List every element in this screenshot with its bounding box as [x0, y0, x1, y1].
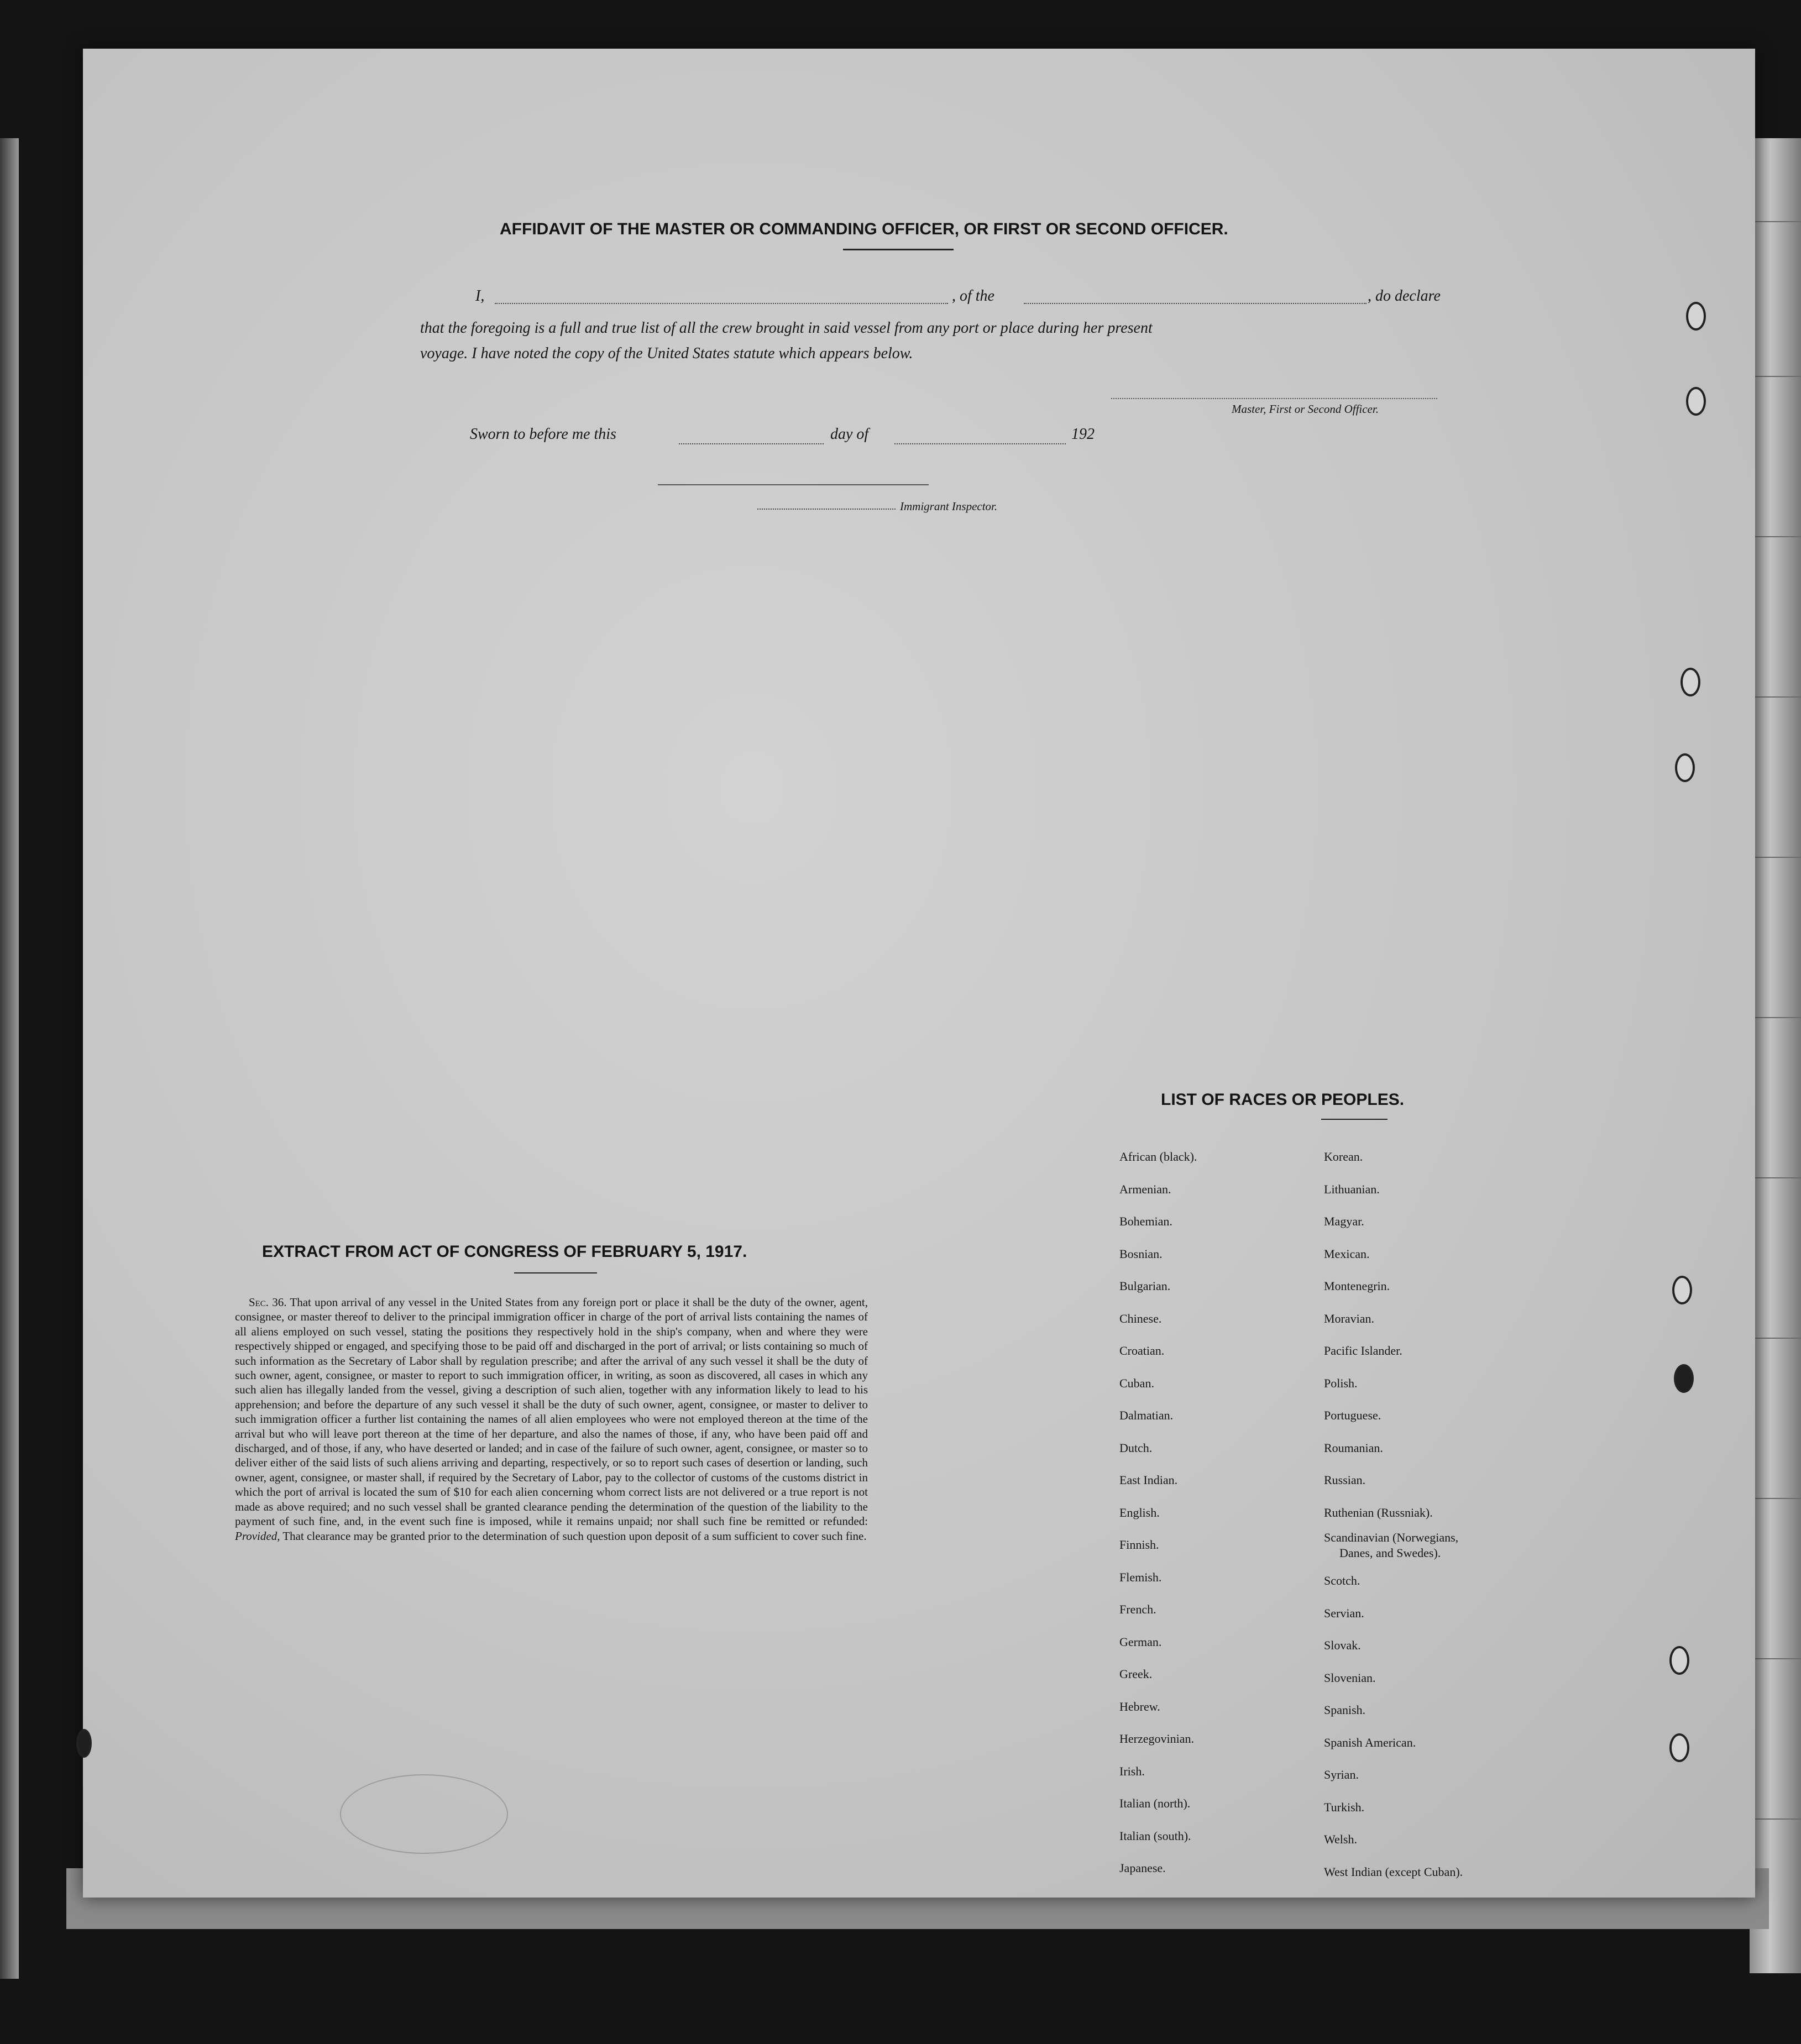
- declaration-of-the: , of the: [952, 287, 994, 305]
- race-item: West Indian (except Cuban).: [1324, 1864, 1463, 1879]
- extract-title-rule: [514, 1272, 597, 1273]
- extract-body: [235, 1295, 868, 1543]
- race-item: Bohemian.: [1119, 1214, 1172, 1228]
- race-item: Polish.: [1324, 1376, 1358, 1390]
- affidavit-title: AFFIDAVIT OF THE MASTER OR COMMANDING OFFICER, OR FIRST OR SECOND OFFICER.: [500, 220, 1228, 238]
- race-item: Slovenian.: [1324, 1670, 1376, 1685]
- race-item: Scotch.: [1324, 1574, 1360, 1587]
- race-item: Spanish.: [1324, 1703, 1366, 1717]
- declaration-line-2: that the foregoing is a full and true list of all the crew brought in said vessel from any port or place during her present: [420, 319, 1153, 337]
- sworn-day-field[interactable]: [679, 443, 824, 444]
- provided-label: Provided,: [235, 1529, 280, 1543]
- race-item-line-2: Danes, and Swedes).: [1339, 1546, 1441, 1560]
- binder-hole: [1669, 1646, 1689, 1675]
- adjacent-page-left: [0, 138, 19, 1979]
- declaration-do-declare: , do declare: [1368, 287, 1441, 305]
- race-item: Servian.: [1324, 1606, 1364, 1620]
- extract-text: That upon arrival of any vessel in the United States from any foreign port or place it shall be the duty of the owner, agent, consignee, or master thereof to deliver to the principal immigration officer in charge of the port of arrival lists containing the names of all aliens employed on such vessel, stating the positions they respectively hold in the ship's company, when and where they were respectively shipped or engaged, and specifying those to be paid off and discharged in the port of arrival; or lists containing so much of such information as the Secretary of Labor shall by regulation prescribe; and after the arrival of any such vessel it shall be the duty of such owner, agent, consignee, or master to report to such immigration officer, in writing, as soon as discovered, all cases in which any such alien has illegally landed from the vessel, giving a description of such alien, together with any information likely to lead to his apprehension; and before the departure of any such vessel it shall be the duty of such owner, agent, consignee, or master to deliver to such immigration officer a further list containing the names of all alien employees who were not employed thereon at the time of the arrival but who will leave port thereon at the time of her departure, and also the names of those, if any, who have been paid off and discharged, and of those, if any, who have deserted or landed; and in case of the failure of such owner, agent, consignee, or master so to deliver either of the said lists of such aliens arriving and departing, respectively, or so to report such cases of desertion or landing, such owner, agent, consignee, or master shall, if required by the Secretary of Labor, pay to the collector of customs of the customs district in which the port of arrival is located the sum of $10 for each alien concerning whom correct lists are not delivered or a true report is not made as above required; and no such vessel shall be granted clearance pending the determination of the question of the liability to the payment of such fine, and, in the event such fine is imposed, while it remains unpaid; nor shall such fine be remitted or refunded:: [235, 1296, 868, 1528]
- inspector-signature-line[interactable]: [757, 509, 896, 510]
- race-item: Lithuanian.: [1324, 1182, 1380, 1196]
- extract-text-end: That clearance may be granted prior to the determination of such question upon deposit of a sum sufficient to cover such fine.: [282, 1529, 867, 1543]
- adjacent-page-right: [1750, 138, 1801, 1973]
- race-item: Magyar.: [1324, 1214, 1364, 1228]
- officer-name-field[interactable]: [495, 303, 948, 304]
- master-signature-line[interactable]: [1111, 398, 1437, 399]
- binder-hole: [1672, 1276, 1692, 1304]
- declaration-line-3: voyage. I have noted the copy of the United States statute which appears below.: [420, 345, 913, 362]
- affidavit-title-rule: [843, 249, 954, 250]
- race-item: Slovak.: [1324, 1638, 1361, 1652]
- declaration-i: I,: [475, 287, 485, 305]
- race-item: Armenian.: [1119, 1182, 1171, 1196]
- race-item: Herzegovinian.: [1119, 1732, 1194, 1746]
- inspector-upper-line: [658, 484, 929, 485]
- race-item: Montenegrin.: [1324, 1279, 1390, 1293]
- master-signature-label: Master, First or Second Officer.: [1232, 402, 1379, 416]
- race-item: East Indian.: [1119, 1473, 1178, 1487]
- binder-hole: [1680, 668, 1700, 696]
- inspector-label: Immigrant Inspector.: [900, 500, 998, 513]
- race-item: Dutch.: [1119, 1440, 1153, 1455]
- race-item: Japanese.: [1119, 1861, 1166, 1875]
- race-item-line-1: Scandinavian (Norwegians,: [1324, 1531, 1459, 1544]
- binder-hole: [76, 1729, 92, 1758]
- race-item: African (black).: [1119, 1150, 1197, 1163]
- sworn-day-of: day of: [830, 426, 869, 443]
- binder-hole: [1686, 387, 1706, 416]
- race-item: Syrian.: [1324, 1768, 1359, 1781]
- sworn-year: 192: [1071, 426, 1095, 443]
- race-item: German.: [1119, 1634, 1162, 1649]
- vessel-name-field[interactable]: [1024, 303, 1367, 304]
- race-item: Chinese.: [1119, 1311, 1162, 1325]
- race-item: Croatian.: [1119, 1344, 1165, 1358]
- race-item: English.: [1119, 1505, 1160, 1519]
- race-item: Flemish.: [1119, 1570, 1162, 1584]
- race-item: Greek.: [1119, 1667, 1153, 1681]
- race-item: [1324, 1529, 1463, 1565]
- extract-title: EXTRACT FROM ACT OF CONGRESS OF FEBRUARY 5, 1917.: [262, 1243, 747, 1261]
- race-item: Spanish American.: [1324, 1735, 1416, 1749]
- races-title: LIST OF RACES OR PEOPLES.: [1161, 1091, 1405, 1109]
- race-item: Bosnian.: [1119, 1246, 1163, 1261]
- races-title-rule: [1321, 1119, 1388, 1120]
- race-item: Pacific Islander.: [1324, 1344, 1402, 1358]
- race-item: Turkish.: [1324, 1800, 1365, 1814]
- race-item: Irish.: [1119, 1764, 1145, 1778]
- race-item: Hebrew.: [1119, 1699, 1160, 1713]
- race-item: Korean.: [1324, 1150, 1363, 1163]
- race-item: Dalmatian.: [1119, 1408, 1174, 1422]
- race-item: Cuban.: [1119, 1376, 1154, 1390]
- section-label: Sec. 36.: [248, 1296, 287, 1309]
- race-item: French.: [1119, 1602, 1156, 1616]
- sworn-prefix: Sworn to before me this: [470, 426, 616, 443]
- race-item: Ruthenian (Russniak).: [1324, 1505, 1433, 1519]
- race-item: Roumanian.: [1324, 1440, 1383, 1455]
- binder-hole: [1675, 753, 1695, 782]
- faded-stamp: [340, 1774, 508, 1854]
- races-column-2: [1324, 1141, 1463, 1888]
- race-item: Mexican.: [1324, 1246, 1370, 1261]
- binder-hole: [1669, 1733, 1689, 1762]
- sworn-month-field[interactable]: [894, 443, 1066, 444]
- races-column-1: [1119, 1141, 1197, 1885]
- race-item: Moravian.: [1324, 1311, 1375, 1325]
- race-item: Finnish.: [1119, 1538, 1159, 1552]
- race-item: Italian (north).: [1119, 1796, 1191, 1810]
- race-item: Welsh.: [1324, 1832, 1357, 1846]
- binder-hole: [1686, 302, 1706, 331]
- binder-hole: [1674, 1364, 1694, 1393]
- race-item: Russian.: [1324, 1473, 1366, 1487]
- race-item: Bulgarian.: [1119, 1279, 1171, 1293]
- race-item: Portuguese.: [1324, 1408, 1381, 1422]
- race-item: Italian (south).: [1119, 1828, 1191, 1843]
